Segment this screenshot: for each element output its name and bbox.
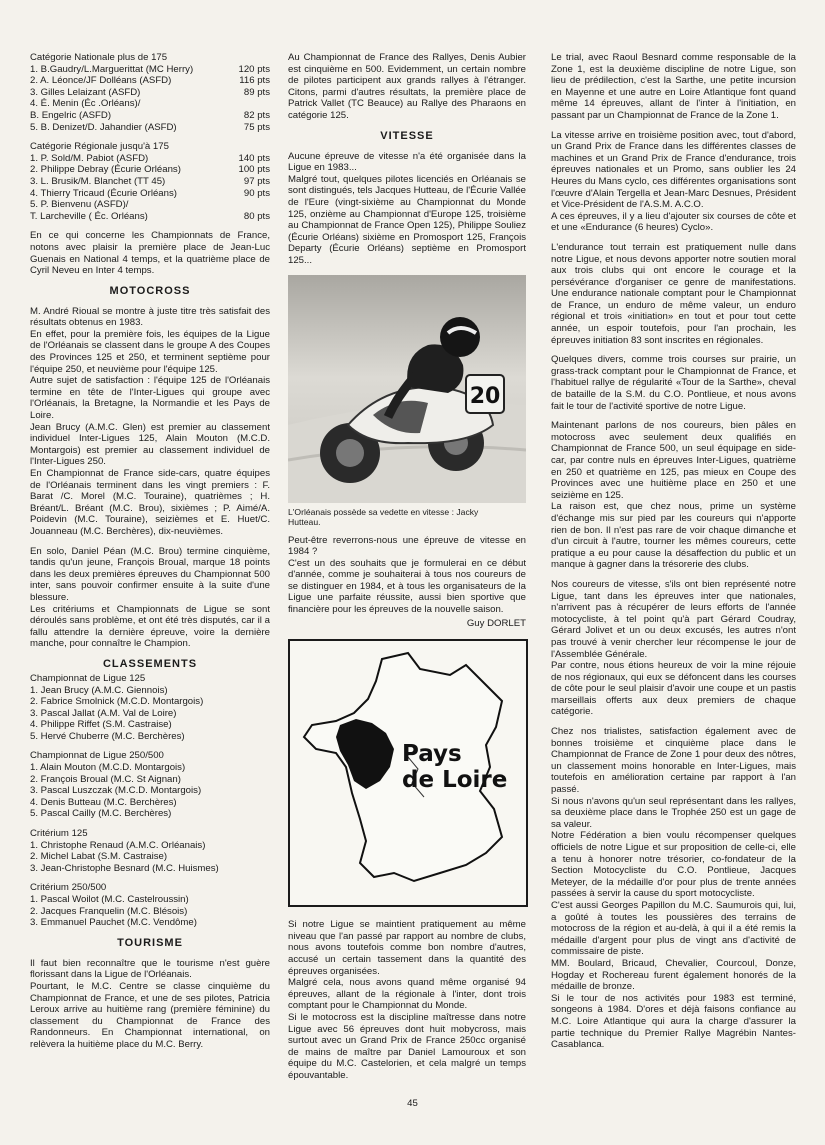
vitesse-ligue-paragraph: La vitesse arrive en troisième position avec, tout d'abord, un Grand Prix de France dans les différentes classes de machines et un Grand Prix de France d'endurance, trois épreuves nationales et un Promo, sans oublier les 24 Heures du Mans cyclo, ces différentes organisations sont l'œuvre d'Alain Tergella et Jean-Marc Desnues, Président et Vice-Président de l'A.S.M. A.C.O. A ces épreuves, il y a lieu d'ajouter six courses de côte et et une «Endurance (6 heures) Cyclo». bbox=[551, 129, 796, 234]
list-item: 4. Denis Butteau (M.C. Berchères) bbox=[30, 796, 177, 808]
map-region-label: Pays de Loire bbox=[402, 741, 508, 794]
motocross-paragraph: M. André Rioual se montre à juste titre très satisfait des résultats obtenus en 1983. En effet, pour la première fois, les équipes de la Ligue de l'Orléanais se classent dans le groupe A des Coupes des Provinces 125 et 250, et terminent septième pour l'équipe 250, et neuvième pour l'équipe 125. Autre sujet de satisfaction : l'équipe 125 de l'Orléanais termine en tête de l'Inter-Ligues qui groupe avec l'Orléanais, la Bretagne, la Normandie et les Pays de Loire. Jean Brucy (A.M.C. Glen) est premier au classement individuel Inter-Ligues 125, Alain Mouton (M.C.D. Montargois) est premier au classement individuel de l'Inter-Ligues 250. En Championnat de France side-cars, quatre équipes de l'Orléanais terminent dans les vingt premiers : F. Barat /C. Morel (M.C. Touraine), quatrièmes ; H. Bréant/L. Bréant (M.C. Brou), sixièmes ; P. Aimé/A. Poidevin (M.C. Touraine), seizièmes et E. Huet/C. Jouanneau (M.C. Berchères), dix-neuvièmes. bbox=[30, 305, 270, 537]
list-item: 3. Pascal Jallat (A.M. Val de Loire) bbox=[30, 707, 177, 719]
ranking-row: 2. Philippe Debray (Écurie Orléans) 100 pts bbox=[30, 164, 270, 176]
author-signature: Guy DORLET bbox=[466, 617, 526, 629]
ranking-row: 5. P. Bienvenu (ASFD)/ T. Larcheville ( Éc. Orléans) 80 pts bbox=[30, 199, 270, 222]
intro-paragraph: En ce qui concerne les Championnats de France, notons avec plaisir la première place de Jean-Luc Guenais en National 4 temps, et la quatrième place de Cyril Neveu en Inter 4 temps. bbox=[30, 230, 270, 277]
classement-title: Championnat de Ligue 250/500 bbox=[30, 750, 164, 762]
endurance-paragraph: L'endurance tout terrain est pratiquement nulle dans notre Ligue, et nous devons apporter notre soutien moral aux trois clubs qui ont encore le courage et la persévérance d'organiser ce genre de manifestations. Une endurance nationale comptant pour le Championnat de France, un enduro de même valeur, un enduro régional et trois «initiation» en tout et pour tout cette année, un espoir toutefois, pour l'an prochain, les épreuves initiation 83 sont inscrites en régionales. bbox=[551, 241, 796, 346]
list-item: 5. Hervé Chuberre (M.C. Berchères) bbox=[30, 730, 185, 742]
list-item: 2. Michel Labat (S.M. Castraise) bbox=[30, 851, 168, 863]
list-item: 2. François Broual (M.C. St Aignan) bbox=[30, 773, 181, 785]
list-item: 3. Pascal Luszczak (M.C.D. Montargois) bbox=[30, 785, 202, 797]
classement-group bbox=[30, 750, 270, 820]
column-left bbox=[30, 52, 270, 1059]
classement-title: Critérium 125 bbox=[30, 828, 88, 840]
classement-title: Critérium 250/500 bbox=[30, 882, 107, 894]
ranking-nationale bbox=[30, 52, 270, 133]
classement-group bbox=[30, 828, 270, 874]
list-item: 1. Pascal Woilot (M.C. Castelroussin) bbox=[30, 894, 189, 905]
section-heading-vitesse: VITESSE bbox=[380, 129, 434, 142]
list-item: 4. Philippe Riffet (S.M. Castraise) bbox=[30, 719, 172, 731]
photo-illustration bbox=[288, 275, 526, 503]
ranking-row: 4. É. Menin (Éc .Orléans)/ B. Engelric (ASFD) 82 pts bbox=[30, 98, 270, 121]
list-item: 3. Jean-Christophe Besnard (M.C. Huismes) bbox=[30, 862, 219, 874]
vitesse-paragraph: Aucune épreuve de vitesse n'a été organisée dans la Ligue en 1983... Malgré tout, quelques pilotes licenciés en Orléanais se sont distingués, tels Jacques Hutteau, de l'Écurie Vallée de l'Eure (vingt-sixième au Championnat du Monde 125, onzième au Championnat d'Europe 125, troisième au Championnat de France Open 125), Philippe Souliez (Écurie Orléans) sixième en Promosport 125, François Departy (Écurie Orléans) septième en Promosport 125... bbox=[288, 150, 526, 266]
trialistes-paragraph: Chez nos trialistes, satisfaction également avec de bonnes troisième et cinquième place dans le Championnat de France de Zone 1 pour deux des nôtres, un classement moins honorable en Inter-Ligues, mais toutefois en amélioration certaine par rapport à l'an passé. Si nous n'avons qu'un seul représentant dans les rallyes, sa deuxième place dans le Trophée 250 est un gage de sa valeur. Notre Fédération a bien voulu récompenser quelques officiels de notre Ligue et sur proposition de celle-ci, elle a tenu à honorer notre trésorier, co-fondateur de la Section Motocycliste du C.O. Pontlieue, Jacques Meteyer, de la médaille d'or pour plus de trente années passées à servir la cause du sport motocycliste. C'est aussi Georges Papillon du M.C. Saumurois qui, lui, a goûté à toutes les poussières des terrains de motocross de la région et au-delà, à qui il a été remis la médaille d'argent pour plus de vingt ans d'activité de commissaire de piste. MM. Boulard, Bricaud, Chevalier, Courcoul, Donze, Hogday et Rochereau furent également honorés de la médaille de bronze. Si le tour de nos activités pour 1983 est terminé, songeons à 1984. D'ores et déjà faisons confiance au M.C. Loire Atlantique qui aura la charge d'assurer la partie technique du Premier Rallye Magrébin Nantes-Casablanca. bbox=[551, 726, 796, 1051]
column-middle bbox=[288, 52, 526, 1090]
coureurs-paragraph: Maintenant parlons de nos coureurs, bien pâles en motocross avec seulement deux qualifiés en Championnat de France 500, un seul équipage en side-car, par contre nuls en épreuves Inter-Ligues, quatrième en 250 et quatrième en 125, pas mieux en Coupe des Provinces avec une huitième place en 250 et une seizième en 125. La raison est, que chez nous, prime un système d'échange mis sur pied par les coureurs qui n'apporte rien de bon. Il n'est pas rare de voir chaque dimanche et d'un circuit à l'autre, tourner les mêmes coureurs, cette pratique a eu pour cause la désaffection du public et un manque à gagner dans la trésorerie des clubs. bbox=[551, 420, 796, 571]
list-item: 1. Alain Mouton (M.C.D. Montargois) bbox=[30, 762, 186, 774]
list-item: 2. Jacques Franquelin (M.C. Blésois) bbox=[30, 905, 188, 917]
ranking-row: 3. Gilles Lelaizant (ASFD) 89 pts bbox=[30, 86, 270, 98]
ranking-row: 1. P. Sold/M. Pabiot (ASFD) 140 pts bbox=[30, 152, 270, 164]
ligue-paragraph: Si notre Ligue se maintient pratiquement au même niveau que l'an passé par rapport au nombre de clubs, nous avons toutefois comme bon nombre d'autres, accusé un certain tassement dans la quantité des épreuves organisées. Malgré cela, nous avons quand même organisé 94 épreuves, allant de la régionale à l'inter, dont trois comptant pour le Championnat du Monde. Si le motocross est la discipline maîtresse dans notre Ligue avec 56 épreuves dont huit mobycross, mais surtout avec un Grand Prix de France 250cc organisé de mains de maître par Daniel Lamouroux et son équipe du M.C. Castelorien, et cela malgré un temps épouvantable. bbox=[288, 919, 526, 1081]
list-item: 5. Pascal Cailly (M.C. Berchères) bbox=[30, 808, 172, 820]
vitesse-coureurs-paragraph: Nos coureurs de vitesse, s'ils ont bien représenté notre Ligue, tant dans les épreuves inter que nationales, n'arrivent pas à récupérer de leurs efforts de l'année motocycliste, à tel point qu'à part Gérard Coudray, Gérard Jolivet et un ou deux excusés, les autres n'ont pas trouvé à venir chercher leur récompense le jour de l'Assemblée Générale. Par contre, nous étions heureux de voir la mine réjouie de nos régionaux, qui eux se défoncent dans les courses de côte pour le seul plaisir d'avoir une coupe et un pastis marseillais offerts aux deux premiers de chaque catégorie. bbox=[551, 578, 796, 718]
motorcycle-racer-photo bbox=[288, 275, 526, 503]
list-item: 1. Christophe Renaud (A.M.C. Orléanais) bbox=[30, 839, 206, 851]
motocross-paragraph: En solo, Daniel Péan (M.C. Brou) termine cinquième, tandis qu'un jeune, François Broual, marque 18 points dans les deux premières épreuves du Championnat 500 inter, sans pouvoir confirmer ensuite à la suite d'une blessure. Les critériums et Championnats de Ligue se sont déroulés sans problème, et ont été très disputés, car il a fallu attendre la dernière épreuve, voire la dernière manche, pour connaître le Champion. bbox=[30, 545, 270, 650]
ranking-title: Catégorie Régionale jusqu'à 175 bbox=[30, 141, 169, 153]
section-heading-tourisme: TOURISME bbox=[117, 936, 183, 949]
tourisme-paragraph: Il faut bien reconnaître que le tourisme n'est guère florissant dans la Ligue de l'Orléanais. Pourtant, le M.C. Centre se classe cinquième du Championnat de France, et une de ses pilotes, Patricia Leroux arrive au huitième rang (première féminine) du classement du Championnat de France des Randonneurs. En Championnat international, on relèvera la huitième place du M.C. Berry. bbox=[30, 957, 270, 1050]
list-item: 1. Jean Brucy (A.M.C. Giennois) bbox=[30, 684, 168, 696]
trial-paragraph: Le trial, avec Raoul Besnard comme responsable de la Zone 1, est la deuxième discipline de notre Ligue, son lieu de prédilection, c'est la Sarthe, une petite incursion en Mayenne et une autre en Loire Atlantique font quand même 14 épreuves, allant de l'inter à l'initiation, en passant par un Championnat de France de la Zone 1. bbox=[551, 52, 796, 121]
classement-title: Championnat de Ligue 125 bbox=[30, 672, 146, 684]
vitesse-wish-paragraph: Peut-être reverrons-nous une épreuve de vitesse en 1984 ? C'est un des souhaits que je formulerai en ce début d'année, comme je souhaiterai à tous nos coureurs de se distinguer en 1984, et à tous les organisateurs de la Ligue une parfaite réussite, aussi bien sportive que financière pour les épreuves de la nouvelle saison. bbox=[288, 534, 526, 616]
ranking-row: 3. L. Brusik/M. Blanchet (TT 45) 97 pts bbox=[30, 175, 270, 187]
column-right bbox=[551, 52, 796, 1059]
section-heading-motocross: MOTOCROSS bbox=[109, 284, 191, 297]
photo-caption: L'Orléanais possède sa vedette en vitesse : Jacky Hutteau. bbox=[288, 506, 479, 527]
ranking-title: Catégorie Nationale plus de 175 bbox=[30, 52, 168, 63]
ranking-row: 5. B. Denizet/D. Jahandier (ASFD) 75 pts bbox=[30, 121, 270, 133]
classement-group bbox=[30, 882, 270, 928]
ranking-row: 4. Thierry Tricaud (Écurie Orléans) 90 pts bbox=[30, 187, 270, 199]
page-number: 45 bbox=[407, 1098, 418, 1109]
rallyes-paragraph: Au Championnat de France des Rallyes, Denis Aubier est cinquième en 500. Evidemment, un certain nombre de pilotes participent aux grands rallyes à l'étranger. Citons, parmi d'autres résultats, la première place de Patrick Vallet (TC Beauce) au Rallye des Pharaons en catégorie 125. bbox=[288, 52, 526, 121]
classement-group bbox=[30, 673, 270, 743]
ranking-row: 2. A. Léonce/JF Dolléans (ASFD) 116 pts bbox=[30, 75, 270, 87]
divers-paragraph: Quelques divers, comme trois courses sur prairie, un grass-track comptant pour le Championnat de France, et l'habituel rallye de régularité «Tour de la Sarthe», cheval de bataille de la S.M. du C.O. Pontlieue, et nous avons fait le tour de l'activité sportive de notre Ligue. bbox=[551, 354, 796, 412]
pays-de-loire-map bbox=[288, 639, 528, 907]
list-item: 2. Fabrice Smolnick (M.C.D. Montargois) bbox=[30, 696, 204, 708]
list-item: 3. Emmanuel Pauchet (M.C. Vendôme) bbox=[30, 917, 197, 929]
race-number: 20 bbox=[469, 383, 501, 409]
section-heading-classements: CLASSEMENTS bbox=[102, 657, 198, 670]
ranking-row: 1. B.Gaudry/L.Marguerittat (MC Herry) 120 pts bbox=[30, 63, 270, 75]
ranking-regionale bbox=[30, 141, 270, 222]
